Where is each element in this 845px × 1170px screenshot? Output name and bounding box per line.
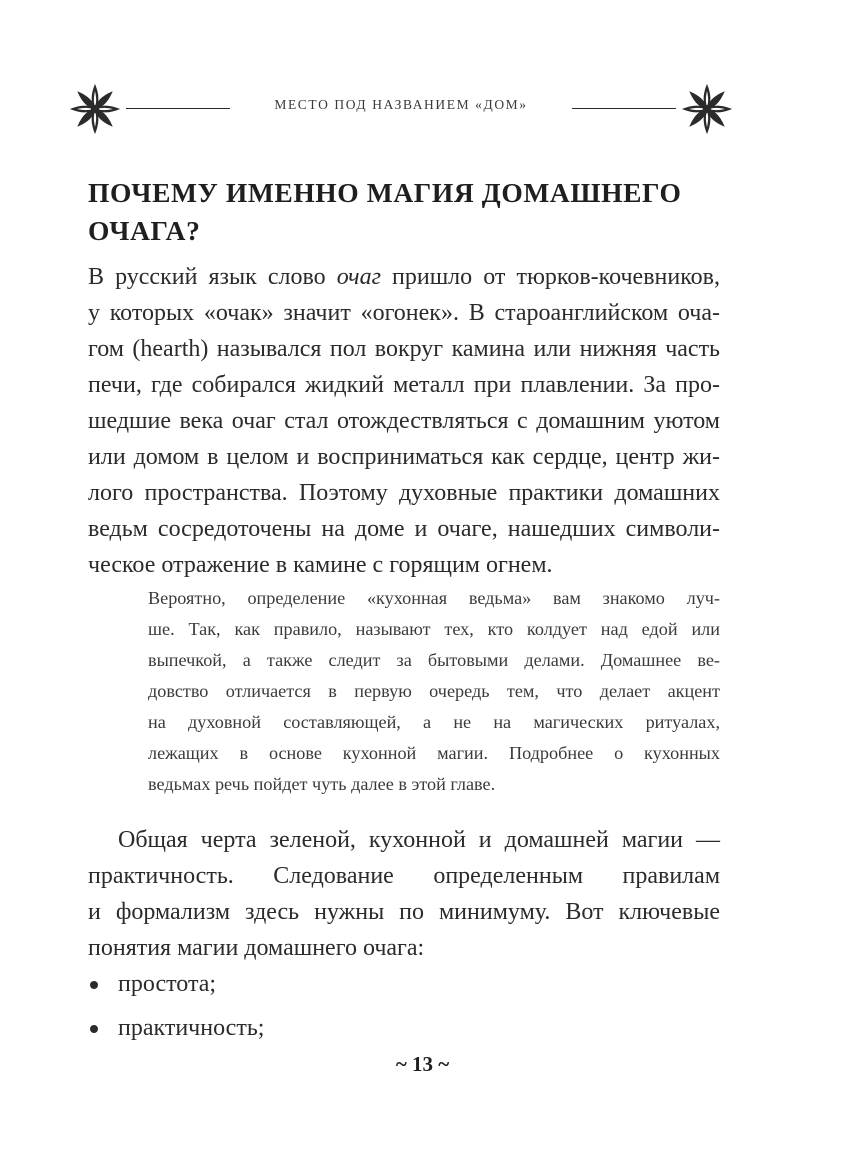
- paragraph-line: у которых «очак» значит «огонек». В староанглийском оча-: [88, 300, 720, 326]
- running-header: [68, 82, 734, 138]
- paragraph-line: ческое отражение в камине с горящим огнем.: [88, 552, 553, 578]
- paragraph-line: гом (hearth) назывался пол вокруг камина или нижняя часть: [88, 336, 720, 362]
- sidenote-line: ведьмах речь пойдет чуть далее в этой главе.: [148, 774, 496, 794]
- sidenote-line: Вероятно, определение «кухонная ведьма» вам знакомо луч-: [148, 588, 720, 608]
- bullet-icon: [90, 1025, 98, 1033]
- star-flower-icon: [680, 82, 734, 136]
- paragraph-line: печи, где собирался жидкий металл при плавлении. За про-: [88, 372, 720, 398]
- list-item-text: практичность;: [118, 1015, 265, 1041]
- paragraph-line: шедшие века очаг стал отождествляться с домашним уютом: [88, 408, 720, 434]
- sidenote-line: на духовной составляющей, а не на магических ритуалах,: [148, 712, 720, 732]
- section-heading-line: ОЧАГА?: [88, 215, 201, 246]
- sidenote-line: ше. Так, как правило, называют тех, кто колдует над едой или: [148, 619, 720, 639]
- section-heading: [88, 174, 748, 250]
- paragraph-line: В русский язык слово очаг пришло от тюрков-кочевников,: [88, 264, 720, 290]
- paragraph-line: понятия магии домашнего очага:: [88, 935, 425, 961]
- sidenote-line: довство отличается в первую очередь тем, что делает акцент: [148, 681, 720, 701]
- sidenote-line: выпечкой, а также следит за бытовыми делами. Домашнее ве-: [148, 650, 720, 670]
- page-number: ~ 13 ~: [395, 1052, 450, 1076]
- section-heading-line: ПОЧЕМУ ИМЕННО МАГИЯ ДОМАШНЕГО: [88, 177, 682, 208]
- header-rule-right: [572, 108, 676, 109]
- paragraph-line: лого пространства. Поэтому духовные практики домашних: [88, 480, 720, 506]
- paragraph-line: и формализм здесь нужны по минимуму. Вот ключевые: [88, 899, 720, 925]
- paragraph-line: или домом в целом и восприниматься как сердце, центр жи-: [88, 444, 720, 470]
- paragraph-line: Общая черта зеленой, кухонной и домашней магии —: [118, 827, 720, 853]
- bullet-icon: [90, 981, 98, 989]
- list-item-text: простота;: [118, 971, 217, 997]
- paragraph-line: практичность. Следование определенным правилам: [88, 863, 720, 889]
- sidenote-line: лежащих в основе кухонной магии. Подробнее о кухонных: [148, 743, 720, 763]
- emphasized-word: очаг: [336, 264, 381, 290]
- paragraph-line: ведьм сосредоточены на доме и очаге, нашедших символи-: [88, 516, 720, 542]
- running-title: МЕСТО ПОД НАЗВАНИЕМ «ДОМ»: [274, 97, 528, 112]
